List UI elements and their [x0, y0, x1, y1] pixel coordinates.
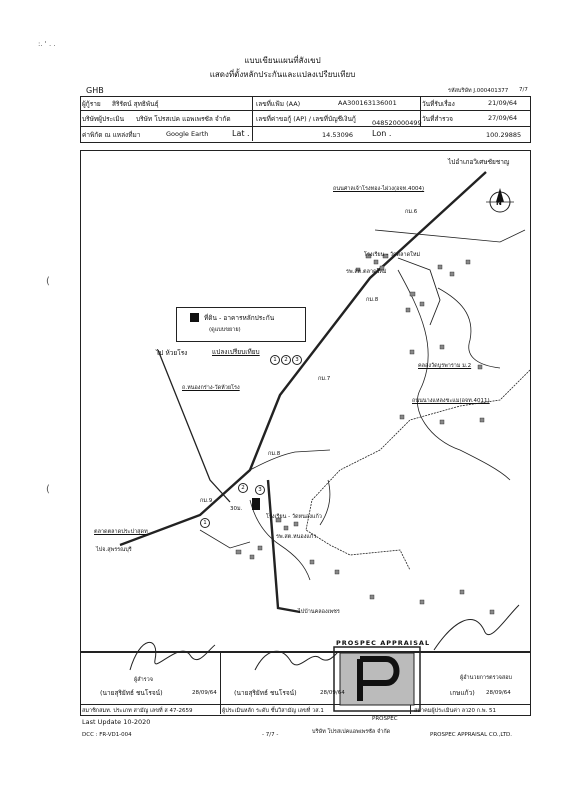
mid-license: ผู้ประเมินหลัก ระดับ ชั้นวิสามัญ เลขที่ วส.1 — [222, 708, 324, 714]
signature-right — [424, 600, 524, 660]
appno-value: AA300163136001 — [338, 99, 397, 107]
coord-source: Google Earth — [166, 130, 209, 138]
label-hospital-2: รพ.สต.หนองแก้ว — [276, 534, 317, 540]
stamp-bottom-text: PROSPEC — [372, 716, 398, 722]
corner-marks: :. ' . . — [38, 40, 56, 48]
label-market: ตลาดตลาดประปาสุดท — [94, 529, 148, 535]
company-stamp — [330, 645, 430, 715]
road-huairong — [158, 350, 230, 502]
label-to-khlong: ไปบ้านคลองเพชร — [298, 609, 340, 615]
page-title: แบบเขียนแผนที่สังเขป — [244, 56, 321, 65]
lon-value: 100.29885 — [486, 131, 522, 139]
label-hospital-1: รพ.สต.ตลาดใหม่ — [346, 269, 387, 275]
hole-mark-1: ( — [46, 276, 50, 287]
label-km9: กม.9 — [200, 498, 213, 504]
compare-circle-2: 2 — [281, 355, 291, 365]
applicant-name: สิริรัตน์ สุทธิพันธุ์ — [112, 100, 159, 108]
subject-plot-marker — [252, 498, 260, 510]
label-km8b: กม.8 — [268, 451, 281, 457]
legend-subtitle: (ดูแบบขยาย) — [209, 327, 241, 333]
page-number: - 7/7 - — [262, 732, 279, 738]
main-road — [120, 172, 486, 545]
label-km7: กม.7 — [318, 376, 331, 382]
ap-value: 048520000499 — [372, 119, 422, 127]
survey-date-label: วันที่สำรวจ — [422, 115, 453, 123]
stamp-top-text: PROSPEC APPRAISAL — [336, 639, 431, 647]
road-local-2 — [375, 230, 525, 242]
company-ref: รหัสบริษัท J.000401377 — [448, 88, 509, 94]
label-to-chainat: ไปอำเภอวิเศษชัยชาญ — [448, 158, 510, 166]
right-signer-name: เกษแก้ว) — [450, 689, 475, 697]
signature-left — [120, 630, 220, 680]
survey-date: 27/09/64 — [488, 114, 518, 122]
road-local-3 — [200, 530, 250, 548]
map-circle-3: 3 — [255, 485, 265, 495]
right-license: สมาคมผู้ประเมินค่า ลว. — [414, 708, 470, 714]
creek-east — [438, 288, 500, 368]
receive-date-label: วันที่รับเรื่อง — [422, 100, 455, 108]
right-role: ผู้อำนวยการตรวจสอบ — [460, 675, 513, 681]
label-klong-sala: คลองวัดบูรพาราม ม.2 — [418, 363, 472, 369]
label-to-huaikhong: ไป ห้วยโรง — [156, 349, 188, 357]
coord-label: ค่าพิกัด ณ แหล่งที่มา — [82, 131, 141, 139]
receive-date: 21/09/64 — [488, 99, 518, 107]
applicant-label: ผู้กู้ราย — [82, 100, 101, 108]
doc-code: DCC : FR-VD1-004 — [82, 732, 132, 738]
mid-sign-date: 28/09/64 — [320, 690, 345, 696]
creek-north — [398, 270, 510, 480]
label-road-4011: ถนนนางแหลงชะแม(อจท.4011) — [412, 398, 490, 404]
legend-compare: แปลงเปรียบเทียบ — [212, 348, 260, 356]
label-to-suphan: ไปจ.สุพรรณบุรี — [96, 547, 132, 553]
label-road-nongkham: ถ.หนองกร่าง-วัดห้วยโรง — [182, 385, 240, 391]
lat-value: 14.53096 — [322, 131, 354, 139]
stamp-footer-company: บริษัท โปรสเปคแอพเพรซัล จำกัด — [312, 729, 391, 735]
road-km8 — [250, 450, 330, 470]
right-license-date: 20 ก.พ. 51 — [468, 708, 496, 714]
label-road-4004: ถนนศาลเจ้าโรงทอง-ไผ่วง(อจท.4004) — [333, 186, 425, 192]
legend-swatch — [190, 313, 199, 322]
left-license: สมาชิกสมท. ประเภท สามัญ เลขที่ ส 47-2659 — [82, 708, 193, 714]
mid-signer-name: (นายสุริยัทธ์ ชนโรจน์) — [234, 689, 297, 697]
label-sub-30: 30ม. — [230, 506, 243, 512]
appraiser-company-label: บริษัทผู้ประเมิน — [82, 115, 125, 123]
map-circle-2: 2 — [238, 483, 248, 493]
page-fraction: 7/7 — [519, 87, 528, 93]
label-km8: กม.8 — [366, 297, 379, 303]
road-south — [268, 480, 300, 612]
bank-name: GHB — [86, 86, 104, 95]
label-km6: กม.6 — [405, 209, 418, 215]
footer-company: PROSPEC APPRAISAL CO.,LTD. — [430, 732, 512, 738]
legend-title: ที่ดิน - อาคารหลักประกัน — [204, 314, 275, 322]
left-role: ผู้สำรวจ — [134, 677, 153, 683]
lat-label: Lat . — [232, 129, 250, 138]
ap-label: เลขที่ค่าขอกู้ (AP) / เลขที่บัญชีเงินกู้ — [256, 115, 356, 123]
legend-compare-circles — [270, 346, 303, 365]
label-school-2: โรงเรียน - วัดหนองแก้ว — [266, 514, 322, 520]
signature-mid — [250, 640, 340, 680]
left-sign-date: 28/09/64 — [192, 690, 217, 696]
road-village — [398, 258, 440, 325]
right-sign-date: 28/09/64 — [486, 690, 511, 696]
north-letter: N — [496, 199, 502, 207]
map-circle-1: 1 — [200, 518, 210, 528]
label-school-1: โรงเรียน - วัดตลาดใหม่ — [364, 252, 421, 258]
appno-label: เลขที่แฟ้ม (AA) — [256, 100, 301, 108]
hole-mark-2: ( — [46, 484, 50, 495]
compare-circle-1: 1 — [270, 355, 280, 365]
last-update: Last Update 10-2020 — [82, 718, 151, 726]
lon-label: Lon . — [372, 129, 392, 138]
page-subtitle: แสดงที่ตั้งหลักประกันและแปลงเปรียบเทียบ — [209, 70, 356, 79]
appraiser-company: บริษัท โปรสเปค แอพเพรซัล จำกัด — [136, 115, 231, 123]
compare-circle-3: 3 — [292, 355, 302, 365]
left-signer-name: (นายสุริยัทธ์ ชนโรจน์) — [100, 689, 163, 697]
